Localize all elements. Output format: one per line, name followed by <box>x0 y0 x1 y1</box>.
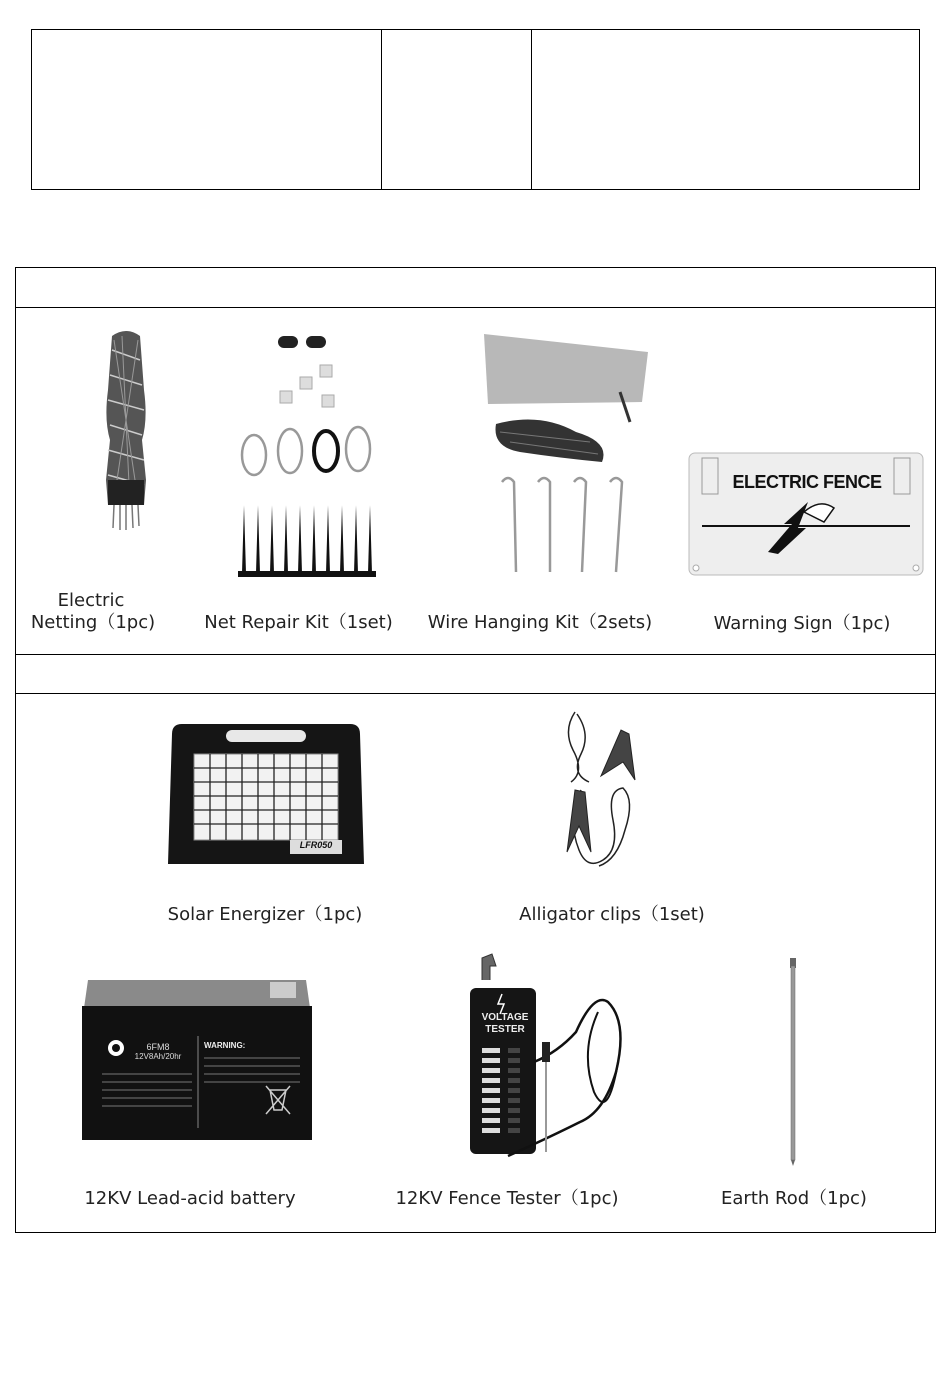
caption-net-repair-kit: Net Repair Kit（1set) <box>204 612 393 633</box>
caption-fence-tester: 12KV Fence Tester（1pc) <box>395 1188 619 1209</box>
top-table-divider-2 <box>531 29 532 190</box>
battery-warning-text: WARNING: <box>204 1041 246 1050</box>
tester-title-line2: TESTER <box>485 1024 525 1035</box>
alligator-clips-image <box>563 710 639 874</box>
caption-earth-rod: Earth Rod（1pc) <box>721 1188 867 1209</box>
packing-table-header-divider <box>15 307 936 308</box>
caption-warning-sign: Warning Sign（1pc) <box>713 613 891 634</box>
caption-alligator-clips: Alligator clips（1set) <box>519 904 705 925</box>
battery-spec-text: 12V8Ah/20hr <box>134 1052 182 1061</box>
caption-lead-acid-battery: 12KV Lead-acid battery <box>84 1188 296 1209</box>
earth-rod-image <box>786 956 800 1168</box>
warning-sign-image <box>688 452 924 576</box>
top-table-divider-1 <box>381 29 382 190</box>
warning-sign-text: ELECTRIC FENCE <box>732 472 882 492</box>
wire-hanging-kit-image <box>480 332 652 577</box>
caption-electric-netting-line1: Electric <box>57 590 125 611</box>
fence-tester-image <box>468 952 628 1166</box>
caption-solar-energizer: Solar Energizer（1pc) <box>167 904 363 925</box>
packing-table-section-divider-bottom <box>15 693 936 694</box>
net-repair-kit-image <box>236 333 381 581</box>
solar-energizer-badge: LFR050 <box>299 840 333 850</box>
packing-table-section-divider-top <box>15 654 936 655</box>
caption-wire-hanging-kit: Wire Hanging Kit（2sets) <box>427 612 653 633</box>
battery-model-text: 6FM8 <box>146 1042 170 1052</box>
top-table <box>31 29 920 190</box>
caption-electric-netting-line2: Netting（1pc) <box>30 612 156 633</box>
tester-title-line1: VOLTAGE <box>481 1012 529 1023</box>
electric-netting-image <box>100 330 152 530</box>
lead-acid-battery-image <box>80 978 314 1142</box>
